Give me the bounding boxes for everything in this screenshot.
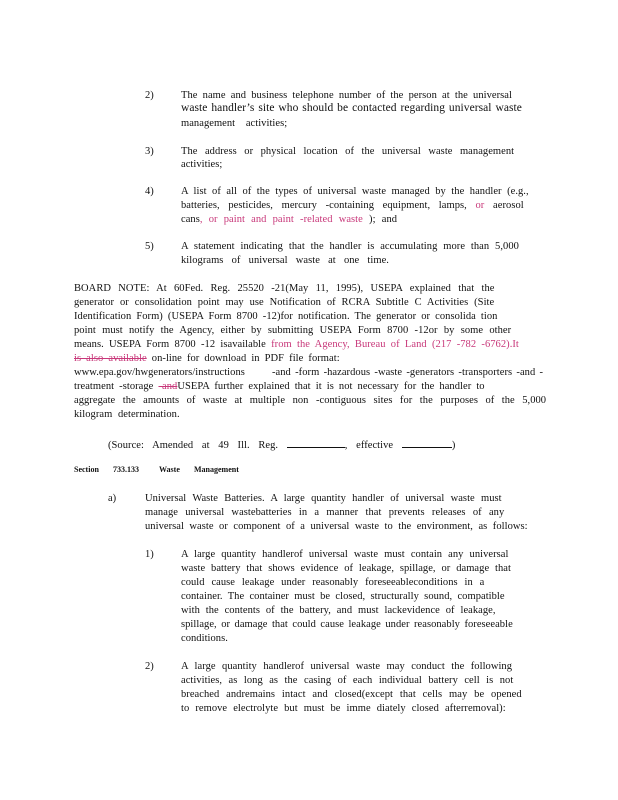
list-item-line — [181, 213, 397, 226]
text-run: batteries, pesticides, mercury -containing equipment, lamps, — [181, 200, 467, 211]
text-run: aerosol — [493, 200, 524, 211]
board-note-line: kilogram determination. — [74, 409, 180, 420]
list-item-line: A list of all of the types of universal waste managed by the handler (e.g., — [181, 186, 529, 197]
section-title: Waste — [159, 465, 180, 474]
subsection-line: universal waste or component of a universal waste to the environment, as follows: — [145, 521, 528, 532]
subsection-line: manage universal wastebatteries in a manner that prevents releases of any — [145, 507, 505, 518]
list-item-line: breached andremains intact and closed(except that cells may be opened — [181, 689, 522, 700]
subsection-label: a) — [108, 493, 117, 504]
inserted-text: from the Agency, Bureau of Land (217 -782 -6762).It — [271, 339, 519, 350]
text-run: ); and — [369, 214, 398, 225]
board-note-line — [74, 380, 485, 393]
list-item-line: kilograms of universal waste at one time. — [181, 255, 389, 266]
list-item-line: to remove electrolyte but must be imme diately closed afterremoval): — [181, 703, 506, 714]
list-item-line: spillage, or damage that could cause leakage under reasonably foreseeable — [181, 619, 513, 630]
section-number: 733.133 — [113, 465, 139, 474]
list-item-line: The name and business telephone number of the person at the universal — [181, 90, 512, 101]
list-item-line: could cause leakage under reasonably foreseeableconditions in a — [181, 577, 485, 588]
list-number: 5) — [145, 241, 154, 252]
board-note-line: BOARD NOTE: At 60Fed. Reg. 25520 -21(May 11, 1995), USEPA explained that the — [74, 283, 495, 294]
source-mid: , effective — [344, 440, 394, 451]
board-note-line — [74, 352, 340, 365]
section-label: Section — [74, 465, 99, 474]
section-title: Management — [194, 465, 239, 474]
subsection-line: Universal Waste Batteries. A large quantity handler of universal waste must — [145, 493, 502, 504]
board-note-line: generator or consolidation point may use Notification of RCRA Subtitle C Activities (Site — [74, 297, 495, 308]
board-note-line: -and -form -hazardous -waste -generators -transporters -and - — [272, 367, 544, 378]
list-item-line: A large quantity handlerof universal waste may conduct the following — [181, 661, 513, 672]
list-item-line: waste handler’s site who should be contacted regarding universal waste — [181, 102, 522, 114]
list-number: 2) — [145, 90, 154, 101]
inserted-text: , or paint and paint -related waste — [199, 214, 363, 225]
list-item-line: activities, as long as the casing of each individual battery cell is not — [181, 675, 514, 686]
inserted-text: or — [475, 200, 485, 211]
list-item-line: The address or physical location of the universal waste management — [181, 146, 515, 157]
list-number: 4) — [145, 186, 154, 197]
list-item-line: waste battery that shows evidence of leakage, spillage, or damage that — [181, 563, 511, 574]
board-note-line: Identification Form) (USEPA Form 8700 -12)for notification. The generator or consolida tion — [74, 311, 498, 322]
text-run: means. USEPA Form 8700 -12 isavailable — [74, 339, 266, 350]
deleted-text: is also available — [74, 353, 147, 364]
web-address: www.epa.gov/hwgenerators/instructions — [74, 367, 245, 378]
list-number: 1) — [145, 549, 154, 560]
source-suffix: ) — [451, 440, 456, 451]
list-item-line: activities; — [181, 159, 223, 170]
list-item-line — [181, 199, 524, 212]
list-item-line: A statement indicating that the handler is accumulating more than 5,000 — [181, 241, 519, 252]
blank-line — [402, 438, 452, 448]
list-item-line: management activities; — [181, 118, 288, 129]
blank-line — [287, 438, 345, 448]
board-note-line: aggregate the amounts of waste at multiple non -contiguous sites for the purposes of the 5,000 — [74, 395, 547, 406]
text-run: treatment -storage — [74, 381, 154, 392]
board-note-line — [74, 338, 519, 351]
list-number: 2) — [145, 661, 154, 672]
source-prefix: (Source: Amended at 49 Ill. Reg. — [108, 440, 279, 451]
board-note-line: point must notify the Agency, either by submitting USEPA Form 8700 -12or by some other — [74, 325, 512, 336]
list-item-line: conditions. — [181, 633, 228, 644]
source-line — [108, 438, 455, 452]
board-note-line — [74, 366, 245, 379]
list-item-line: with the contents of the battery, and must lackevidence of leakage, — [181, 605, 496, 616]
list-item-line: container. The container must be closed, structurally sound, compatible — [181, 591, 505, 602]
list-item-line: A large quantity handlerof universal waste must contain any universal — [181, 549, 509, 560]
deleted-text: -and — [158, 381, 178, 392]
text-run: on-line for download in PDF file format: — [151, 353, 340, 364]
text-run: cans — [181, 214, 200, 225]
text-run: USEPA further explained that it is not necessary for the handler to — [177, 381, 485, 392]
list-number: 3) — [145, 146, 154, 157]
